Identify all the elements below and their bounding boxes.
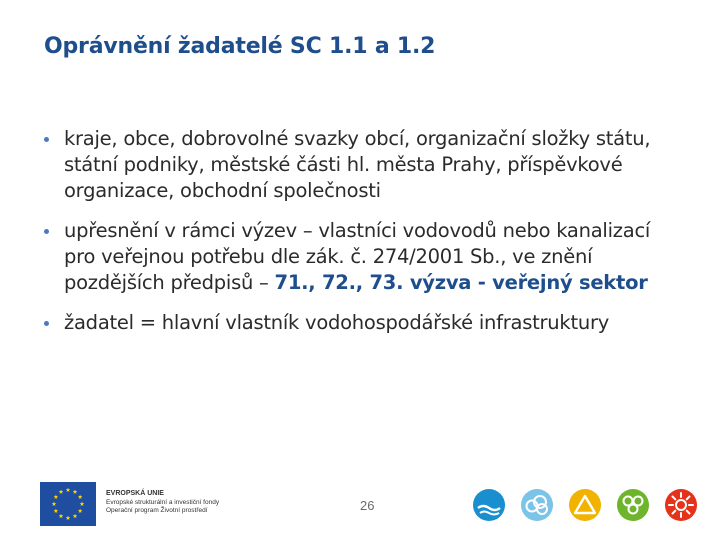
eu-star-icon	[78, 495, 83, 499]
bullet-item	[44, 218, 684, 296]
bullet-list	[44, 126, 684, 350]
eu-star-icon	[66, 488, 71, 492]
eu-flag-icon	[40, 482, 96, 526]
sun-icon	[664, 488, 698, 522]
eu-star-icon	[59, 514, 64, 518]
cloud-icon	[520, 488, 554, 522]
bullet-dot-icon	[44, 321, 49, 326]
triangle-icon	[568, 488, 602, 522]
eu-star-icon	[59, 489, 64, 493]
eu-star-icon	[66, 516, 71, 520]
slide-title: Oprávnění žadatelé SC 1.1 a 1.2	[44, 34, 436, 59]
bullet-item	[44, 310, 684, 336]
eu-star-icon	[54, 495, 59, 499]
eu-line-2: Evropské strukturální a investiční fondy	[106, 498, 220, 506]
bullet-text: kraje, obce, dobrovolné svazky obcí, organizační složky státu, státní podniky, městské části hl. města Prahy, příspěvkové organizace, obchodní společnosti	[64, 127, 651, 202]
bullet-highlight: 71., 72., 73. výzva - veřejný sektor	[274, 271, 648, 294]
eu-line-3: Operační program Životní prostředí	[106, 507, 208, 514]
bullet-dot-icon	[44, 137, 49, 142]
eu-star-icon	[78, 509, 83, 513]
water-drop-icon	[472, 488, 506, 522]
bullet-text: žadatel = hlavní vlastník vodohospodářské infrastruktury	[64, 311, 610, 334]
page-number: 26	[360, 498, 375, 513]
eu-line-1: EVROPSKÁ UNIE	[106, 490, 164, 497]
eu-stars-icon	[40, 482, 96, 526]
bullet-item	[44, 126, 684, 204]
bullet-text: upřesnění v rámci výzev – vlastníci vodovodů nebo kanalizací pro veřejnou potřebu dle zák. č. 274/2001 Sb., ve znění pozdějších předpisů –	[64, 219, 651, 294]
eu-star-icon	[73, 514, 78, 518]
eu-star-icon	[52, 502, 57, 506]
footer	[0, 470, 720, 540]
flower-icon	[616, 488, 650, 522]
bullet-dot-icon	[44, 229, 49, 234]
eu-star-icon	[54, 509, 59, 513]
eu-star-icon	[73, 489, 78, 493]
eu-funding-text	[106, 490, 219, 516]
eu-star-icon	[80, 502, 85, 506]
